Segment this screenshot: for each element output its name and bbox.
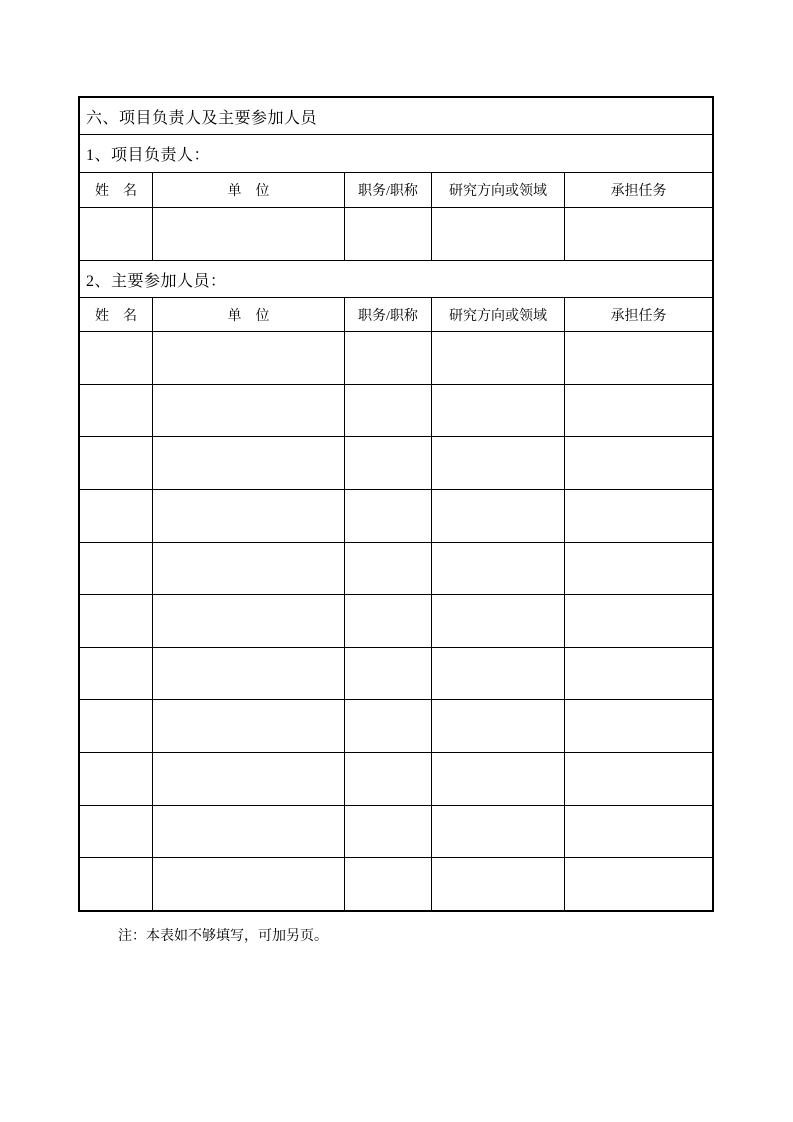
participant-task-cell[interactable]	[565, 753, 712, 805]
participant-name-cell[interactable]	[80, 806, 153, 858]
participant-task-cell[interactable]	[565, 437, 712, 489]
participant-task-cell[interactable]	[565, 490, 712, 542]
participant-row	[80, 806, 712, 859]
participant-position-cell[interactable]	[345, 543, 432, 595]
participant-research-cell[interactable]	[432, 648, 565, 700]
participant-row	[80, 490, 712, 543]
participant-position-cell[interactable]	[345, 648, 432, 700]
participant-row	[80, 437, 712, 490]
participant-research-cell[interactable]	[432, 700, 565, 752]
header-row-participants	[80, 298, 712, 332]
participant-name-cell[interactable]	[80, 332, 153, 384]
subsection1-row	[80, 135, 712, 173]
participant-row	[80, 595, 712, 648]
header-cell-unit: 单 位	[153, 173, 345, 207]
header-cell-name: 姓 名	[80, 173, 153, 207]
participant-row	[80, 385, 712, 438]
footnote: 注：本表如不够填写，可加另页。	[118, 929, 328, 944]
participant-unit-cell[interactable]	[153, 543, 345, 595]
participant-row	[80, 648, 712, 701]
participant-research-cell[interactable]	[432, 595, 565, 647]
participant-position-cell[interactable]	[345, 490, 432, 542]
leader-unit-cell[interactable]	[153, 208, 345, 260]
participant-unit-cell[interactable]	[153, 437, 345, 489]
participant-research-cell[interactable]	[432, 437, 565, 489]
participant-task-cell[interactable]	[565, 700, 712, 752]
participant-row	[80, 858, 712, 910]
participant-row	[80, 543, 712, 596]
participant-research-cell[interactable]	[432, 858, 565, 910]
leader-research-cell[interactable]	[432, 208, 565, 260]
participant-unit-cell[interactable]	[153, 700, 345, 752]
header-cell-research: 研究方向或领域	[432, 173, 565, 207]
subsection2-row	[80, 261, 712, 298]
participant-name-cell[interactable]	[80, 648, 153, 700]
participant-name-cell[interactable]	[80, 437, 153, 489]
participant-position-cell[interactable]	[345, 332, 432, 384]
participant-unit-cell[interactable]	[153, 332, 345, 384]
participant-research-cell[interactable]	[432, 332, 565, 384]
participant-task-cell[interactable]	[565, 648, 712, 700]
personnel-table	[78, 96, 714, 912]
participant-task-cell[interactable]	[565, 385, 712, 437]
header-cell-unit: 单 位	[153, 298, 345, 331]
participant-task-cell[interactable]	[565, 806, 712, 858]
leader-name-cell[interactable]	[80, 208, 153, 260]
participant-name-cell[interactable]	[80, 595, 153, 647]
header-cell-task: 承担任务	[610, 184, 667, 199]
header-cell-name: 姓 名	[80, 298, 153, 331]
leader-position-cell[interactable]	[345, 208, 432, 260]
participant-position-cell[interactable]	[345, 437, 432, 489]
participant-unit-cell[interactable]	[153, 490, 345, 542]
participant-row	[80, 700, 712, 753]
participant-name-cell[interactable]	[80, 490, 153, 542]
participant-unit-cell[interactable]	[153, 806, 345, 858]
participant-unit-cell[interactable]	[153, 648, 345, 700]
subsection1-label: 1、项目负责人：	[86, 147, 211, 164]
participant-name-cell[interactable]	[80, 753, 153, 805]
section-title-row	[80, 98, 712, 135]
subsection2-label: 2、主要参加人员：	[86, 272, 227, 290]
header-cell-position: 职务/职称	[345, 298, 432, 331]
participant-task-cell[interactable]	[565, 595, 712, 647]
participant-task-cell[interactable]	[565, 332, 712, 384]
participant-research-cell[interactable]	[432, 385, 565, 437]
participant-position-cell[interactable]	[345, 806, 432, 858]
participant-position-cell[interactable]	[345, 595, 432, 647]
participant-name-cell[interactable]	[80, 700, 153, 752]
leader-row	[80, 208, 712, 261]
participant-research-cell[interactable]	[432, 806, 565, 858]
participant-position-cell[interactable]	[345, 385, 432, 437]
participant-unit-cell[interactable]	[153, 385, 345, 437]
participant-row	[80, 753, 712, 806]
header-cell-research: 研究方向或领域	[432, 298, 565, 331]
header-row-leader	[80, 173, 712, 208]
participant-name-cell[interactable]	[80, 858, 153, 910]
participant-research-cell[interactable]	[432, 490, 565, 542]
participant-task-cell[interactable]	[565, 858, 712, 910]
section-title: 六、项目负责人及主要参加人员	[86, 109, 318, 127]
participant-unit-cell[interactable]	[153, 595, 345, 647]
participant-research-cell[interactable]	[432, 753, 565, 805]
participant-research-cell[interactable]	[432, 543, 565, 595]
participant-name-cell[interactable]	[80, 385, 153, 437]
participant-unit-cell[interactable]	[153, 753, 345, 805]
participant-position-cell[interactable]	[345, 700, 432, 752]
participant-position-cell[interactable]	[345, 858, 432, 910]
header-cell-position: 职务/职称	[345, 173, 432, 207]
participant-name-cell[interactable]	[80, 543, 153, 595]
header-cell-task: 承担任务	[610, 308, 667, 324]
participant-task-cell[interactable]	[565, 543, 712, 595]
participant-row	[80, 332, 712, 385]
leader-task-cell[interactable]	[565, 208, 712, 260]
participant-position-cell[interactable]	[345, 753, 432, 805]
participant-unit-cell[interactable]	[153, 858, 345, 910]
